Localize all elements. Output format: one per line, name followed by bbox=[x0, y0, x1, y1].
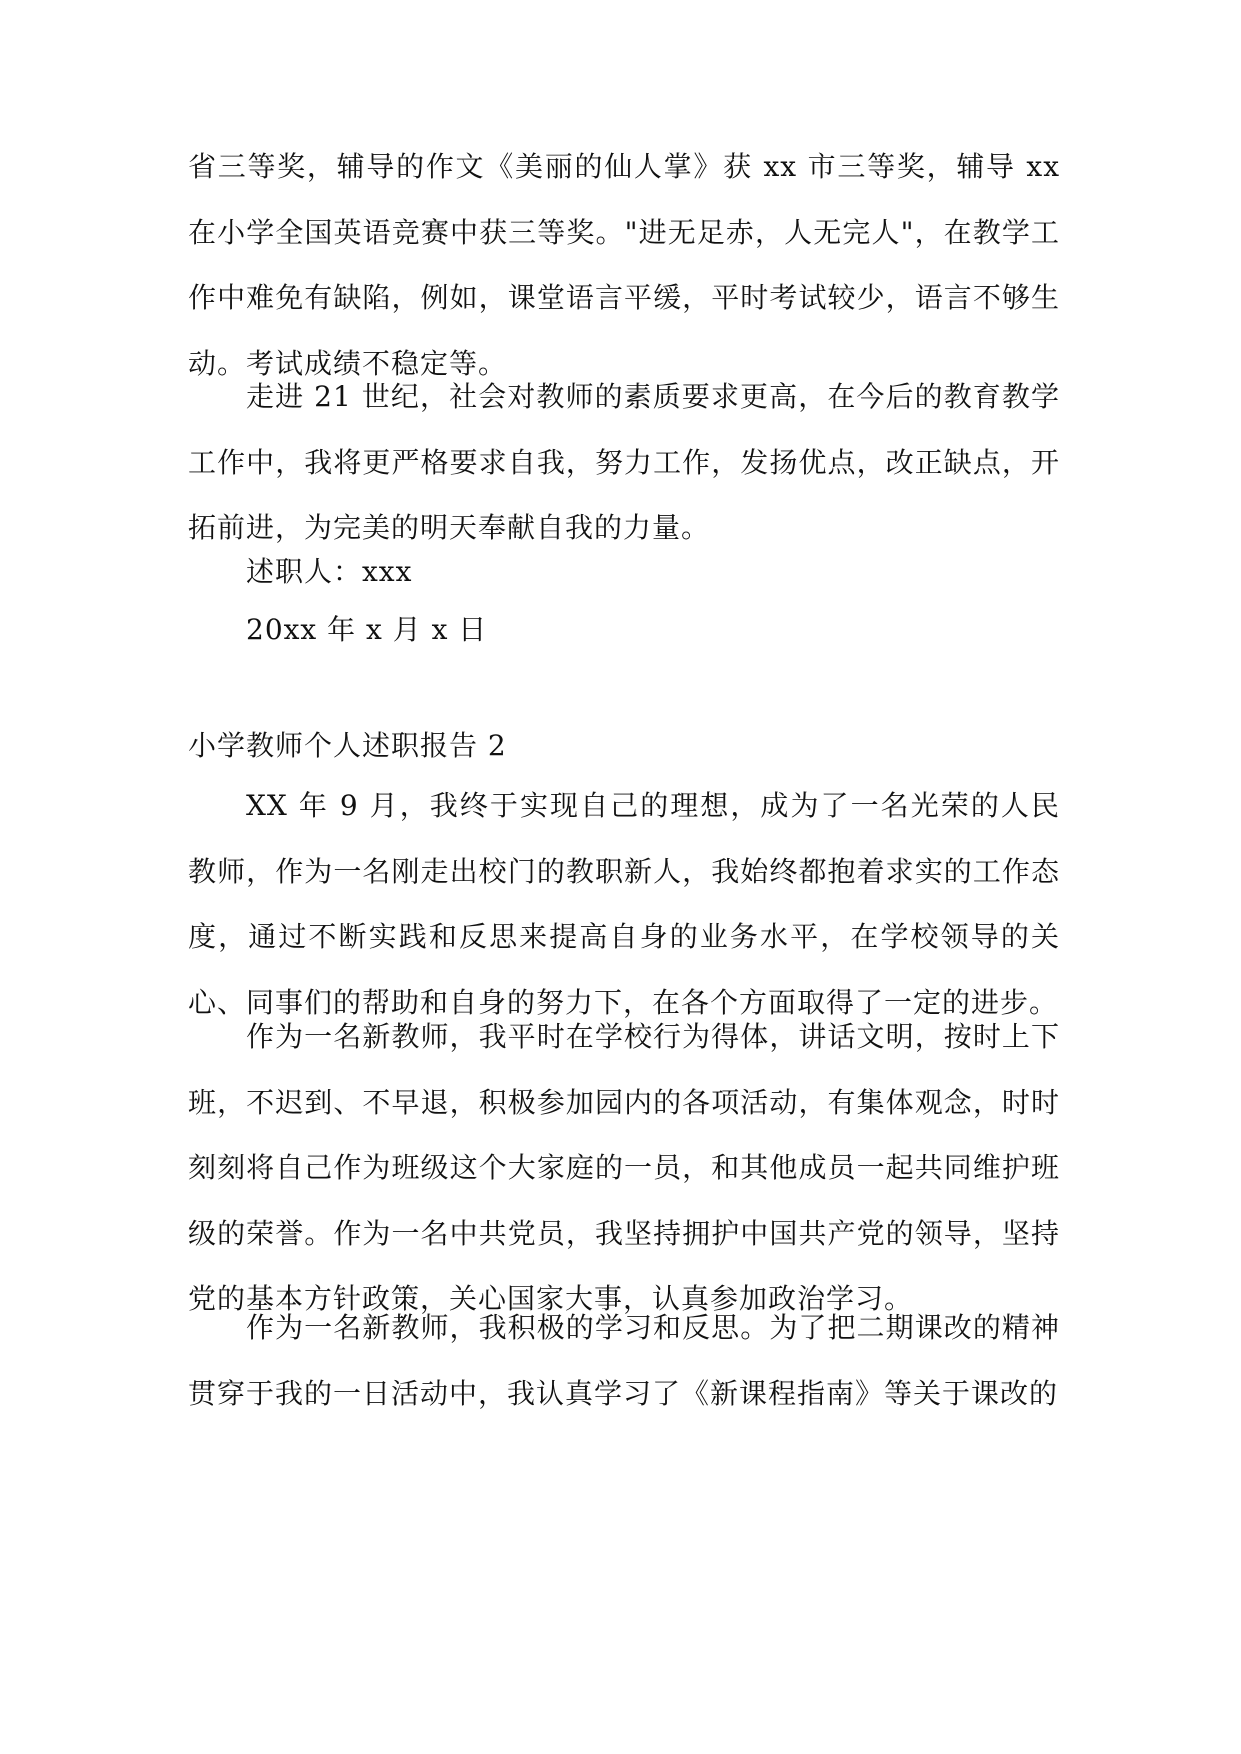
paragraph-new-teacher-start: XX 年 9 月，我终于实现自己的理想，成为了一名光荣的人民教师，作为一名刚走出校门的教职新人，我始终都抱着求实的工作态度，通过不断实践和反思来提高自身的业务水平，在学校领导的关心、同事们的帮助和自身的努力下，在各个方面取得了一定的进步。 bbox=[188, 789, 1060, 1019]
date-line: 20xx 年 x 月 x 日 bbox=[246, 613, 488, 646]
paragraph-learning: 作为一名新教师，我积极的学习和反思。为了把二期课改的精神贯穿于我的一日活动中，我认真学习了《新课程指南》等关于课改的 bbox=[188, 1311, 1060, 1410]
section-title: 小学教师个人述职报告 2 bbox=[188, 729, 507, 762]
signature-line: 述职人：xxx bbox=[246, 555, 413, 588]
paragraph-21st-century: 走进 21 世纪，社会对教师的素质要求更高，在今后的教育教学工作中，我将更严格要求自我，努力工作，发扬优点，改正缺点，开拓前进，为完美的明天奉献自我的力量。 bbox=[188, 380, 1060, 544]
paragraph-conduct: 作为一名新教师，我平时在学校行为得体，讲话文明，按时上下班，不迟到、不早退，积极参加园内的各项活动，有集体观念，时时刻刻将自己作为班级这个大家庭的一员，和其他成员一起共同维护班级的荣誉。作为一名中共党员，我坚持拥护中国共产党的领导，坚持党的基本方针政策，关心国家大事，认真参加政治学习。 bbox=[188, 1020, 1060, 1315]
paragraph-awards: 省三等奖，辅导的作文《美丽的仙人掌》获 xx 市三等奖，辅导 xx 在小学全国英语竞赛中获三等奖。"进无足赤，人无完人"，在教学工作中难免有缺陷，例如，课堂语言平缓，平时考试较少，语言不够生动。考试成绩不稳定等。 bbox=[188, 150, 1060, 380]
